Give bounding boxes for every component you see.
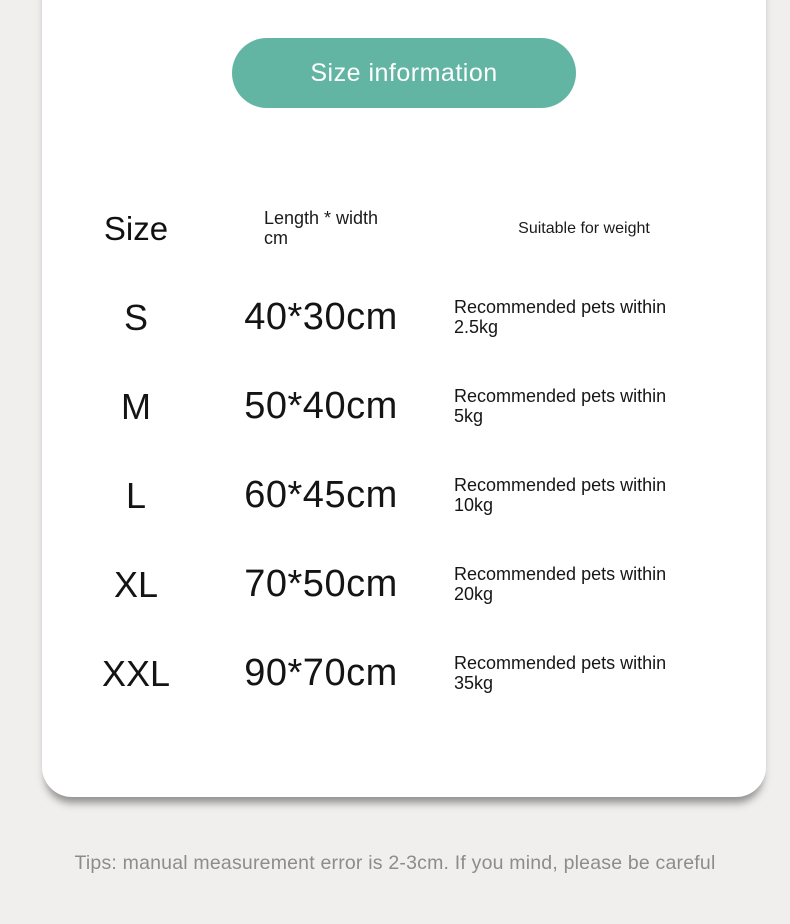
weight-line2: 2.5kg — [454, 316, 499, 337]
dimensions-cell: 40*30cm — [244, 296, 398, 338]
size-cell: M — [121, 385, 151, 427]
table-header-row — [56, 184, 766, 273]
header-size: Size — [103, 209, 169, 247]
table-row — [56, 273, 766, 362]
dimensions-cell: 60*45cm — [244, 474, 398, 516]
tips-text: Tips: manual measurement error is 2-3cm. If you mind, please be careful — [74, 852, 716, 874]
weight-cell — [426, 654, 766, 694]
header-weight: Suitable for weight — [518, 219, 650, 237]
weight-line1: Recommended pets within — [454, 474, 667, 495]
weight-line2: 5kg — [454, 405, 484, 426]
weight-line1: Recommended pets within — [454, 296, 667, 317]
weight-line1: Recommended pets within — [454, 652, 667, 673]
header-dimensions-line2: cm — [263, 228, 288, 249]
weight-line1: Recommended pets within — [454, 385, 667, 406]
dimensions-cell: 70*50cm — [244, 563, 398, 605]
weight-cell — [426, 387, 766, 427]
table-row — [56, 451, 766, 540]
size-information-button[interactable]: Size information — [232, 38, 576, 108]
weight-cell — [426, 476, 766, 516]
weight-line2: 20kg — [454, 583, 494, 604]
header-dimensions-line1: Length * width — [263, 207, 379, 228]
size-cell: XXL — [101, 652, 171, 694]
table-row — [56, 362, 766, 451]
weight-cell — [426, 565, 766, 605]
weight-line2: 10kg — [454, 494, 494, 515]
dimensions-cell: 50*40cm — [244, 385, 398, 427]
size-table — [42, 184, 766, 718]
weight-line2: 35kg — [454, 672, 494, 693]
size-info-card — [42, 0, 766, 797]
size-cell: XL — [113, 563, 159, 605]
weight-line1: Recommended pets within — [454, 563, 667, 584]
table-row — [56, 629, 766, 718]
table-row — [56, 540, 766, 629]
size-cell: L — [125, 474, 147, 516]
dimensions-cell: 90*70cm — [244, 652, 398, 694]
header-dimensions — [216, 208, 426, 249]
weight-cell — [426, 298, 766, 338]
size-cell: S — [123, 296, 148, 338]
